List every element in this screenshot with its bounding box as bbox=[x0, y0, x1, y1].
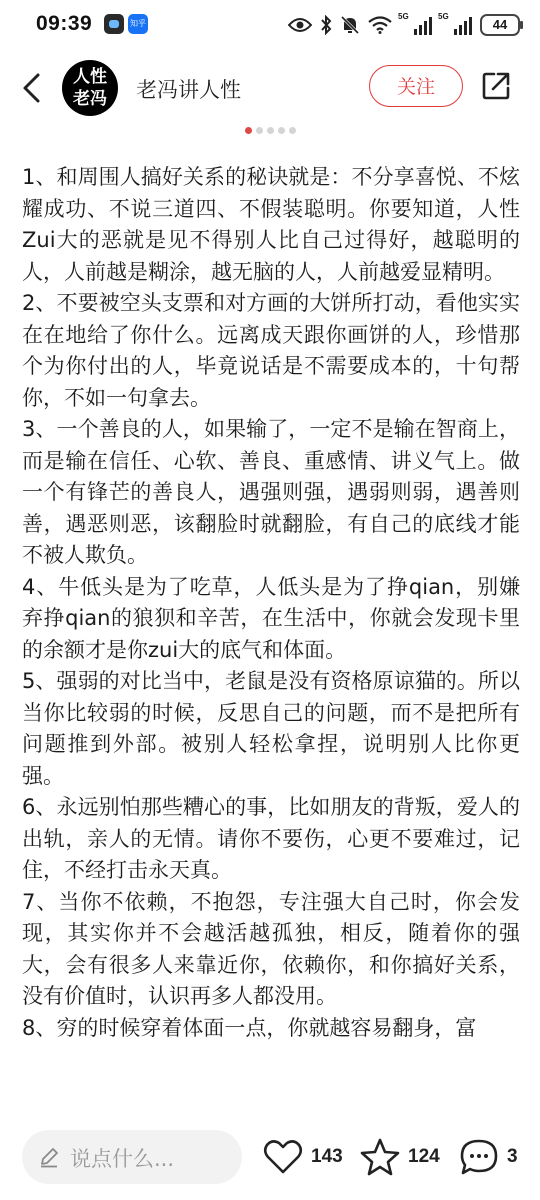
avatar-text-line2: 老冯 bbox=[73, 89, 107, 109]
bluetooth-icon bbox=[320, 15, 332, 35]
article-paragraph: 3、一个善良的人，如果输了，一定不是输在智商上，而是输在信任、心软、善良、重感情、讲义气上。做一个有锋芒的善良人，遇强则强，遇弱则弱，遇善则善，遇恶则恶，该翻脸时就翻脸，有自己的底线才能不被人欺负。 bbox=[22, 417, 520, 567]
pager-dot bbox=[245, 127, 252, 134]
share-icon[interactable] bbox=[480, 70, 512, 102]
article-paragraph: 7、当你不依赖，不抱怨，专注强大自己时，你会发现，其实你并不会越活越孤独，相反，随着你的强大，会有很多人来靠近你，依赖你，和你搞好关系，没有价值时，认识再多人都没用。 bbox=[22, 889, 520, 1008]
status-time: 09:39 bbox=[36, 12, 93, 35]
avatar-text-line1: 人性 bbox=[73, 67, 107, 87]
article-paragraph: 8、穷的时候穿着体面一点，你就越容易翻身，富 bbox=[22, 1015, 477, 1040]
favorite-button[interactable] bbox=[360, 1138, 440, 1176]
article-body bbox=[22, 162, 520, 1112]
like-count: 143 bbox=[311, 1146, 343, 1167]
notification-app-icon bbox=[104, 14, 124, 34]
signal-1-icon: 5G bbox=[400, 15, 432, 35]
battery-icon: 44 bbox=[480, 14, 520, 36]
comment-button[interactable] bbox=[459, 1138, 518, 1176]
author-avatar[interactable] bbox=[62, 60, 118, 116]
pencil-icon bbox=[38, 1146, 60, 1168]
status-bar bbox=[0, 0, 540, 52]
comment-bubble-icon bbox=[459, 1138, 499, 1176]
pager-dot bbox=[278, 127, 285, 134]
article-paragraph: 2、不要被空头支票和对方画的大饼所打动，看他实实在在地给了你什么。远离成天跟你画饼的人，珍惜那个为你付出的人，毕竟说话是不需要成本的，十句帮你，不如一句拿去。 bbox=[22, 291, 520, 410]
article-paragraph: 1、和周围人搞好关系的秘诀就是：不分享喜悦、不炫耀成功、不说三道四、不假装聪明。你要知道，人性Zui大的恶就是见不得别人比自己过得好，越聪明的人，人前越是糊涂，越无脑的人，人前越爱显精明。 bbox=[22, 165, 520, 284]
article-header bbox=[0, 52, 540, 124]
like-button[interactable] bbox=[263, 1138, 343, 1176]
wifi-icon bbox=[368, 16, 392, 34]
eye-icon bbox=[288, 17, 312, 33]
back-arrow-icon[interactable] bbox=[18, 72, 46, 104]
pager-dot bbox=[267, 127, 274, 134]
article-paragraph: 6、永远别怕那些糟心的事，比如朋友的背叛，爱人的出轨，亲人的无情。请你不要伤，心更不要难过，记住，不经打击永天真。 bbox=[22, 795, 520, 882]
pager-dot bbox=[256, 127, 263, 134]
image-pager-dots bbox=[0, 127, 540, 137]
heart-icon bbox=[263, 1139, 303, 1175]
comment-input[interactable] bbox=[22, 1130, 242, 1184]
status-icons bbox=[288, 12, 520, 38]
author-name[interactable]: 老冯讲人性 bbox=[136, 78, 241, 102]
comment-count: 3 bbox=[507, 1146, 518, 1167]
zhihu-notification-icon: 知乎 bbox=[128, 14, 148, 34]
follow-button[interactable]: 关注 bbox=[369, 65, 463, 107]
favorite-count: 124 bbox=[408, 1146, 440, 1167]
pager-dot bbox=[289, 127, 296, 134]
star-icon bbox=[360, 1138, 400, 1176]
bottom-action-bar bbox=[0, 1112, 540, 1200]
mute-bell-icon bbox=[340, 15, 360, 35]
signal-2-icon: 5G bbox=[440, 15, 472, 35]
article-paragraph: 5、强弱的对比当中，老鼠是没有资格原谅猫的。所以当你比较弱的时候，反思自己的问题，而不是把所有问题推到外部。被别人轻松拿捏，说明别人比你更强。 bbox=[22, 669, 520, 788]
comment-placeholder: 说点什么... bbox=[70, 1147, 175, 1171]
article-paragraph: 4、牛低头是为了吃草，人低头是为了挣qian，别嫌弃挣qian的狼狈和辛苦，在生活中，你就会发现卡里的余额才是你zui大的底气和体面。 bbox=[22, 574, 520, 662]
